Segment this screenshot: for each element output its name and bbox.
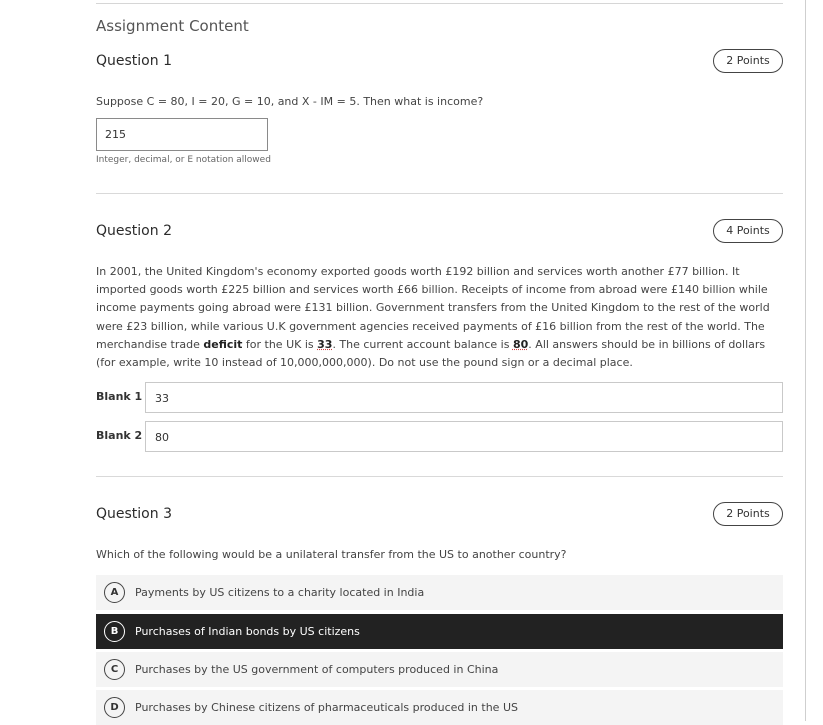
question-3-prompt: Which of the following would be a unilateral transfer from the US to another country? <box>96 548 567 561</box>
option-d-text: Purchases by Chinese citizens of pharmaceuticals produced in the US <box>135 701 518 714</box>
question-2-paragraph <box>96 263 786 372</box>
question-1-prompt: Suppose C = 80, I = 20, G = 10, and X - IM = 5. Then what is income? <box>96 95 484 108</box>
option-b-letter-badge: B <box>104 621 125 642</box>
inline-blank-1: 33 <box>317 337 333 351</box>
question-divider <box>96 193 783 194</box>
question-1-answer-input[interactable]: 215 <box>96 118 268 151</box>
option-a-letter-badge: A <box>104 582 125 603</box>
question-1-input-hint: Integer, decimal, or E notation allowed <box>96 155 271 165</box>
option-a[interactable] <box>96 575 783 610</box>
option-c-letter-badge: C <box>104 659 125 680</box>
question-1-points-badge: 2 Points <box>713 49 783 73</box>
question-2-points-badge: 4 Points <box>713 219 783 243</box>
paragraph-text: . All answers should be in billions of dollars (for example, write 10 instead of 10,000,000,000). Do not use the pound sign or a decimal place. <box>96 337 766 370</box>
option-a-text: Payments by US citizens to a charity located in India <box>135 586 425 599</box>
option-d[interactable] <box>96 690 783 725</box>
paragraph-text: . The current account balance is <box>332 337 513 351</box>
option-d-letter-badge: D <box>104 697 125 718</box>
section-title: Assignment Content <box>96 17 249 35</box>
inline-blank-2: 80 <box>512 337 529 351</box>
blank-1-input[interactable]: 33 <box>145 382 783 413</box>
scroll-edge-rule <box>805 0 806 721</box>
blank-2-label: Blank 2 <box>96 429 143 442</box>
paragraph-text: In 2001, the United Kingdom's economy exported goods worth £192 billion and services worth another £77 billion. It imported goods worth £225 billion and services worth £66 billion. Receipts of income from abroad were £140 billion while income payments going abroad were £131 billion. Government transfers from the United Kingdom to the rest of the world were £23 billion, while various U.K government agencies received payments of £16 billion from the rest of the world. The merchandise trade <box>96 265 770 351</box>
option-c[interactable] <box>96 652 783 687</box>
question-3-points-badge: 2 Points <box>713 502 783 526</box>
question-divider <box>96 476 783 477</box>
question-1-title: Question 1 <box>96 53 172 69</box>
option-c-text: Purchases by the US government of computers produced in China <box>135 663 499 676</box>
paragraph-text: for the UK is <box>242 337 318 351</box>
question-2-title: Question 2 <box>96 223 172 239</box>
option-b-text: Purchases of Indian bonds by US citizens <box>135 625 360 638</box>
blank-2-input[interactable]: 80 <box>145 421 783 452</box>
blank-1-label: Blank 1 <box>96 390 143 403</box>
top-divider <box>96 3 783 4</box>
paragraph-bold-deficit: deficit <box>203 337 243 351</box>
option-b-selected[interactable] <box>96 614 783 649</box>
question-3-title: Question 3 <box>96 506 172 522</box>
